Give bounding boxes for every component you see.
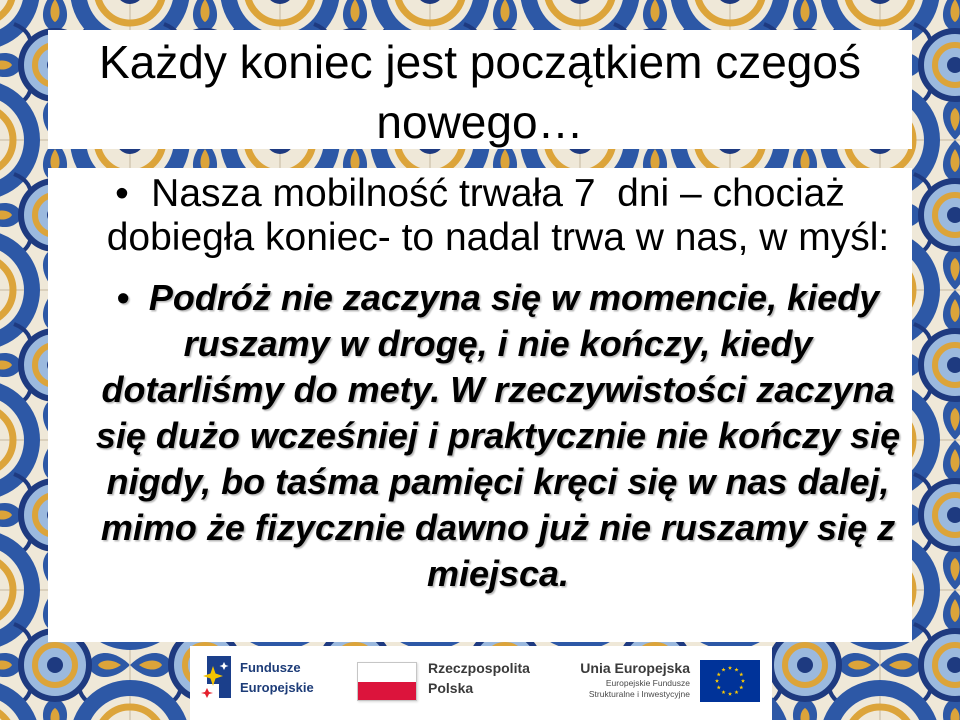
quote-line bbox=[84, 413, 912, 459]
bullet-line-wrap bbox=[115, 172, 845, 216]
quote-line bbox=[84, 505, 912, 551]
quote-text: się dużo wcześniej i praktycznie nie kończy się bbox=[95, 415, 901, 456]
quote-text: dotarliśmy do mety. W rzeczywistości zaczyna bbox=[101, 369, 895, 410]
fe-logo-text bbox=[240, 658, 314, 698]
quote-text: ruszamy w drogę, i nie kończy, kiedy bbox=[183, 323, 813, 364]
quote-line bbox=[84, 459, 912, 505]
title-line: Każdy koniec jest początkiem czegoś bbox=[99, 36, 861, 88]
fe-logo-line: Fundusze bbox=[240, 660, 301, 675]
quote-text: mimo że fizycznie dawno już nie ruszamy się z bbox=[100, 507, 896, 548]
ue-logo-title: Unia Europejska bbox=[580, 660, 690, 676]
title-box bbox=[48, 30, 912, 149]
fundusze-europejskie-icon bbox=[199, 654, 235, 702]
rp-logo-line: Polska bbox=[428, 680, 474, 696]
bullet-line bbox=[84, 172, 912, 216]
quote-line bbox=[84, 551, 912, 597]
rp-logo-text bbox=[428, 658, 530, 698]
bullet-text: Nasza mobilność trwała 7 dni – chociaż bbox=[151, 172, 845, 215]
fe-red-star bbox=[201, 688, 213, 698]
flag-red-band bbox=[358, 682, 416, 701]
quote-line bbox=[84, 367, 912, 413]
logo-footer bbox=[190, 646, 772, 720]
bullet-marker: • bbox=[115, 172, 129, 215]
fe-logo-line: Europejskie bbox=[240, 680, 314, 695]
eu-flag-icon bbox=[700, 660, 760, 702]
ue-logo-line: Europejskie Fundusze bbox=[605, 678, 690, 688]
flag-white-band bbox=[358, 663, 416, 682]
polish-flag-icon bbox=[357, 662, 417, 701]
quote-bullet-item bbox=[84, 275, 912, 597]
bullet-text: dobiegła koniec- to nadal trwa w nas, w myśl: bbox=[106, 216, 890, 259]
quote-line bbox=[84, 321, 912, 367]
slide-title bbox=[48, 32, 912, 152]
bullet-item bbox=[84, 172, 912, 260]
ue-logo-text bbox=[580, 658, 690, 700]
rp-logo-line: Rzeczpospolita bbox=[428, 660, 530, 676]
title-line: nowego… bbox=[376, 96, 584, 148]
ue-logo-line: Strukturalne i Inwestycyjne bbox=[588, 689, 690, 699]
bullet-marker: • bbox=[116, 277, 130, 318]
quote-line bbox=[84, 275, 912, 321]
quote-line-wrap bbox=[117, 275, 879, 321]
quote-text: miejsca. bbox=[426, 553, 570, 594]
content-box bbox=[48, 168, 912, 642]
quote-text: Podróż nie zaczyna się w momencie, kiedy bbox=[148, 277, 880, 318]
bullet-line bbox=[84, 216, 912, 260]
quote-text: nigdy, bo taśma pamięci kręci się w nas dalej, bbox=[106, 461, 890, 502]
